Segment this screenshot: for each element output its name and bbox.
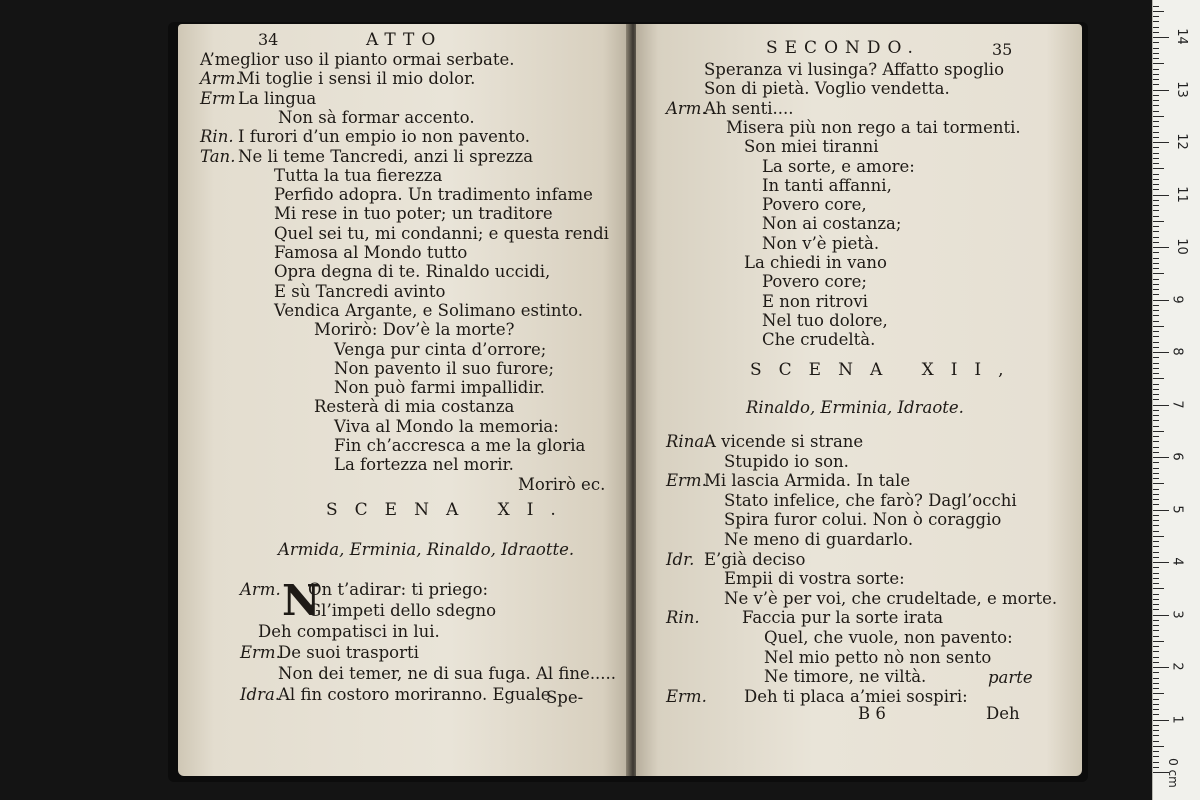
ruler-tick [1153, 279, 1159, 280]
ruler-tick [1153, 321, 1159, 322]
ruler-tick [1153, 42, 1159, 43]
line-text: I furori d’un empio io non pavento. [238, 127, 530, 147]
line-text: Resterà di mia costanza [314, 397, 515, 417]
ruler-label: 7 [1169, 399, 1185, 409]
ruler-tick [1153, 263, 1159, 264]
ruler-tick [1153, 662, 1159, 663]
ruler-tick [1153, 588, 1164, 589]
ruler-tick [1153, 415, 1159, 416]
ruler-tick [1153, 258, 1159, 259]
ruler-tick [1153, 221, 1164, 222]
line-text: Speranza vi lusinga? Affatto spoglio [704, 60, 1005, 79]
ruler-tick [1153, 436, 1159, 437]
line-text: La fortezza nel morir. [334, 455, 514, 475]
ruler-tick [1153, 389, 1159, 390]
ruler-tick [1153, 37, 1169, 38]
ruler-tick [1153, 163, 1159, 164]
ruler-tick [1153, 205, 1159, 206]
line-text: Nel mio petto nò non sento [764, 647, 992, 667]
speaker-label: Idra. [240, 685, 281, 704]
ruler-tick [1153, 363, 1159, 364]
ruler-tick [1153, 457, 1169, 458]
ruler-tick [1153, 667, 1169, 668]
ruler-tick [1153, 604, 1159, 605]
line-text: Ah senti.... [704, 98, 794, 118]
ruler-tick [1153, 520, 1159, 521]
line-text: Stato infelice, che farò? Dagl’occhi [724, 490, 1017, 510]
line-text: Mi rese in tuo poter; un traditore [274, 204, 553, 224]
ruler-unit-label: 0 cm [1165, 758, 1180, 788]
ruler-tick [1153, 730, 1159, 731]
ruler-tick [1153, 300, 1169, 301]
ruler-label: 4 [1169, 557, 1185, 566]
ruler-tick [1153, 237, 1159, 238]
speaker-label: Erm. [240, 643, 281, 662]
ruler-tick [1153, 578, 1159, 579]
ruler-tick [1153, 105, 1159, 106]
line-text: Che crudeltà. [762, 330, 876, 350]
ruler-tick [1153, 373, 1159, 374]
ruler-tick [1153, 672, 1159, 673]
line-text: Mi toglie i sensi il mio dolor. [238, 69, 476, 89]
ruler-tick [1153, 331, 1159, 332]
line-text: Quel sei tu, mi condanni; e questa rendi [274, 223, 609, 243]
ruler-tick [1153, 121, 1159, 122]
ruler-tick [1153, 567, 1159, 568]
ruler-tick [1153, 27, 1159, 28]
ruler-tick [1153, 168, 1164, 169]
ruler-tick [1153, 431, 1164, 432]
ruler-tick [1153, 420, 1159, 421]
ruler-label: 13 [1173, 80, 1189, 98]
line-text: Famosa al Mondo tutto [274, 243, 468, 262]
ruler-tick [1153, 200, 1159, 201]
ruler-tick [1153, 557, 1159, 558]
ruler-tick [1153, 294, 1159, 295]
ruler-tick [1153, 693, 1164, 694]
speaker-label: Rin. [200, 127, 234, 147]
line-text: Morirò ec. [518, 474, 606, 494]
catchword: Spe- [546, 688, 584, 707]
ruler-tick [1153, 116, 1164, 117]
line-text: Non può farmi impallidir. [334, 378, 545, 398]
line-text: Ne meno di guardarlo. [724, 530, 914, 549]
ruler-tick [1153, 452, 1159, 453]
ruler-tick [1153, 609, 1159, 610]
measurement-ruler [1152, 0, 1200, 800]
line-text: Mi lascia Armida. In tale [704, 471, 911, 491]
ruler-tick [1153, 184, 1159, 185]
line-text: Faccia pur la sorte irata [742, 608, 944, 628]
ruler-tick [1153, 326, 1164, 327]
line-text: Al fin costoro moriranno. Eguale [278, 685, 551, 704]
ruler-tick [1153, 636, 1159, 637]
ruler-tick [1153, 84, 1159, 85]
speaker-label: Arm. [666, 98, 707, 118]
line-text: Non ai costanza; [762, 214, 902, 234]
speaker-label: Erm. [666, 471, 707, 491]
ruler-tick [1153, 699, 1159, 700]
line-text: Povero core; [762, 272, 867, 292]
ruler-tick [1153, 531, 1159, 532]
line-text: Nel tuo dolore, [762, 310, 888, 330]
ruler-label: 3 [1169, 609, 1185, 619]
ruler-tick [1153, 174, 1159, 175]
ruler-tick [1153, 142, 1169, 143]
ruler-tick [1153, 32, 1159, 33]
speaker-label: Rina. [666, 432, 710, 451]
ruler-label: 8 [1169, 347, 1185, 356]
ruler-tick [1153, 158, 1159, 159]
ruler-tick [1153, 289, 1159, 290]
ruler-tick [1153, 179, 1159, 180]
line-text: Non sà formar accento. [278, 107, 475, 127]
ruler-tick [1153, 746, 1164, 747]
ruler-tick [1153, 95, 1159, 96]
line-text: Non dei temer, ne di sua fuga. Al fine..... [278, 664, 617, 683]
line-text: Spira furor colui. Non ò coraggio [724, 510, 1002, 530]
line-text: Deh ti placa a’miei sospiri: [744, 686, 968, 706]
ruler-tick [1153, 336, 1159, 337]
ruler-tick [1153, 594, 1159, 595]
line-text: E’già deciso [704, 549, 806, 569]
ruler-tick [1153, 447, 1159, 448]
ruler-tick [1153, 410, 1159, 411]
ruler-tick [1153, 273, 1164, 274]
ruler-tick [1153, 462, 1159, 463]
ruler-tick [1153, 74, 1159, 75]
line-text: Povero core, [762, 195, 867, 215]
ruler-tick [1153, 688, 1159, 689]
ruler-tick [1153, 100, 1159, 101]
line-text: Venga pur cinta d’orrore; [334, 339, 547, 359]
ruler-tick [1153, 357, 1159, 358]
ruler-tick [1153, 16, 1159, 17]
scene-characters: Armida, Erminia, Rinaldo, Idraotte. [278, 540, 575, 559]
ruler-tick [1153, 478, 1159, 479]
ruler-tick [1153, 515, 1159, 516]
ruler-label: 11 [1173, 185, 1189, 203]
ruler-tick [1153, 126, 1159, 127]
ruler-tick [1153, 552, 1159, 553]
line-text: La sorte, e amore: [762, 156, 915, 176]
speaker-label: Erm [200, 88, 236, 108]
ruler-tick [1153, 231, 1159, 232]
ruler-tick [1153, 216, 1159, 217]
ruler-tick [1153, 53, 1159, 54]
ruler-tick [1153, 751, 1159, 752]
ruler-label: 10 [1173, 238, 1189, 255]
ruler-tick [1153, 646, 1159, 647]
line-text: La lingua [238, 88, 317, 108]
ruler-tick [1153, 147, 1159, 148]
ruler-tick [1153, 384, 1159, 385]
ruler-tick [1153, 625, 1159, 626]
right-page [636, 24, 1082, 776]
ruler-tick [1153, 63, 1164, 64]
speaker-label: Arm. [200, 69, 241, 89]
ruler-tick [1153, 21, 1159, 22]
ruler-tick [1153, 226, 1159, 227]
ruler-tick [1153, 137, 1159, 138]
speaker-label: Erm. [666, 686, 707, 706]
signature-mark: B 6 [858, 704, 886, 723]
line-text: A’meglior uso il pianto ormai serbate. [200, 50, 515, 69]
ruler-tick [1153, 714, 1159, 715]
left-page-content [178, 24, 630, 776]
ruler-tick [1153, 494, 1159, 495]
ruler-tick [1153, 426, 1159, 427]
ruler-tick [1153, 111, 1159, 112]
stage-direction: parte [988, 668, 1033, 687]
ruler-tick [1153, 473, 1159, 474]
ruler-label: 12 [1173, 133, 1189, 150]
ruler-tick [1153, 189, 1159, 190]
speaker-label: Arm. [240, 580, 281, 599]
ruler-tick [1153, 342, 1159, 343]
ruler-tick [1153, 284, 1159, 285]
ruler-tick [1153, 630, 1159, 631]
catchword: Deh [986, 704, 1020, 723]
line-text: Gl’impeti dello sdegno [308, 601, 497, 620]
line-text: Deh compatisci in lui. [258, 622, 440, 641]
ruler-tick [1153, 210, 1159, 211]
line-text: On t’adirar: ti priego: [308, 580, 489, 599]
ruler-label: 6 [1169, 452, 1185, 461]
drop-cap: N [282, 576, 321, 625]
ruler-tick [1153, 90, 1169, 91]
line-text: Viva al Mondo la memoria: [334, 416, 559, 436]
line-text: Non v’è pietà. [762, 233, 880, 253]
ruler-tick [1153, 720, 1169, 721]
right-page-content [636, 24, 1082, 776]
line-text: E non ritrovi [762, 291, 868, 311]
ruler-tick [1153, 6, 1159, 7]
ruler-tick [1153, 489, 1159, 490]
ruler-tick [1153, 11, 1164, 12]
line-text: Stupido io son. [724, 451, 849, 471]
ruler-tick [1153, 735, 1159, 736]
ruler-tick [1153, 305, 1159, 306]
line-text: Non pavento il suo furore; [334, 358, 555, 378]
scene-title: SCENA XI. [326, 500, 573, 520]
line-text: Vendica Argante, e Solimano estinto. [274, 300, 584, 320]
ruler-tick [1153, 153, 1159, 154]
ruler-tick [1153, 541, 1159, 542]
ruler-tick [1153, 79, 1159, 80]
scene-title: SCENA XII, [750, 360, 1021, 380]
ruler-tick [1153, 405, 1169, 406]
ruler-tick [1153, 767, 1159, 768]
ruler-tick [1153, 368, 1159, 369]
ruler-tick [1153, 546, 1159, 547]
ruler-tick [1153, 48, 1159, 49]
ruler-tick [1153, 741, 1159, 742]
ruler-tick [1153, 399, 1159, 400]
page-number: 35 [992, 40, 1013, 59]
ruler-label: 9 [1169, 294, 1185, 304]
line-text: Ne timore, ne viltà. [764, 667, 927, 687]
line-text: Ne li teme Tancredi, anzi li sprezza [238, 146, 534, 166]
ruler-tick [1153, 657, 1159, 658]
line-text: Ne v’è per voi, che crudeltade, e morte. [724, 588, 1058, 608]
line-text: A vicende si strane [704, 432, 864, 451]
line-text: Son miei tiranni [744, 137, 879, 157]
ruler-tick [1153, 252, 1159, 253]
ruler-tick [1153, 678, 1159, 679]
ruler-tick [1153, 651, 1159, 652]
ruler-tick [1153, 315, 1159, 316]
line-text: E sù Tancredi avinto [274, 281, 446, 301]
ruler-tick [1153, 641, 1164, 642]
ruler-tick [1153, 583, 1159, 584]
ruler-tick [1153, 378, 1164, 379]
ruler-tick [1153, 762, 1159, 763]
line-text: Opra degna di te. Rinaldo uccidi, [274, 262, 551, 282]
ruler-tick [1153, 573, 1159, 574]
page-number: 34 [258, 30, 279, 49]
ruler-tick [1153, 483, 1164, 484]
ruler-tick [1153, 310, 1159, 311]
ruler-tick [1153, 725, 1159, 726]
ruler-tick [1153, 268, 1159, 269]
ruler-tick [1153, 195, 1169, 196]
ruler-tick [1153, 756, 1159, 757]
speaker-label: Tan. [200, 146, 236, 166]
ruler-tick [1153, 347, 1159, 348]
ruler-tick [1153, 562, 1169, 563]
ruler-tick [1153, 510, 1169, 511]
ruler-label: 1 [1169, 714, 1185, 724]
ruler-tick [1153, 132, 1159, 133]
ruler-label: 14 [1173, 28, 1189, 45]
ruler-tick [1153, 394, 1159, 395]
ruler-tick [1153, 620, 1159, 621]
ruler-tick [1153, 615, 1169, 616]
line-text: La chiedi in vano [744, 253, 887, 272]
line-text: Morirò: Dov’è la morte? [314, 320, 515, 340]
scene-characters: Rinaldo, Erminia, Idraote. [746, 398, 964, 417]
ruler-tick [1153, 247, 1169, 248]
ruler-label: 5 [1169, 504, 1185, 514]
ruler-tick [1153, 468, 1159, 469]
line-text: Quel, che vuole, non pavento: [764, 628, 1013, 647]
ruler-tick [1153, 536, 1164, 537]
ruler-tick [1153, 704, 1159, 705]
ruler-tick [1153, 683, 1159, 684]
ruler-tick [1153, 599, 1159, 600]
ruler-tick [1153, 58, 1159, 59]
line-text: Son di pietà. Voglio vendetta. [704, 79, 950, 99]
ruler-tick [1153, 499, 1159, 500]
running-head: ATTO [366, 30, 443, 50]
speaker-label: Rin. [666, 608, 700, 628]
line-text: Misera più non rego a tai tormenti. [726, 117, 1021, 137]
ruler-tick [1153, 709, 1159, 710]
line-text: Perfido adopra. Un tradimento infame [274, 185, 593, 205]
speaker-label: Idr. [666, 549, 695, 569]
ruler-tick [1153, 504, 1159, 505]
left-page [178, 24, 630, 776]
ruler-tick [1153, 352, 1169, 353]
ruler-tick [1153, 242, 1159, 243]
line-text: Empii di vostra sorte: [724, 569, 905, 589]
ruler-tick [1153, 441, 1159, 442]
line-text: Tutta la tua fierezza [274, 165, 443, 185]
line-text: Fin ch’accresca a me la gloria [334, 436, 586, 455]
line-text: De suoi trasporti [278, 643, 419, 662]
ruler-label: 2 [1169, 662, 1185, 671]
ruler-tick [1153, 525, 1159, 526]
ruler-tick [1153, 69, 1159, 70]
line-text: In tanti affanni, [762, 175, 892, 195]
running-head: SECONDO. [766, 38, 920, 58]
